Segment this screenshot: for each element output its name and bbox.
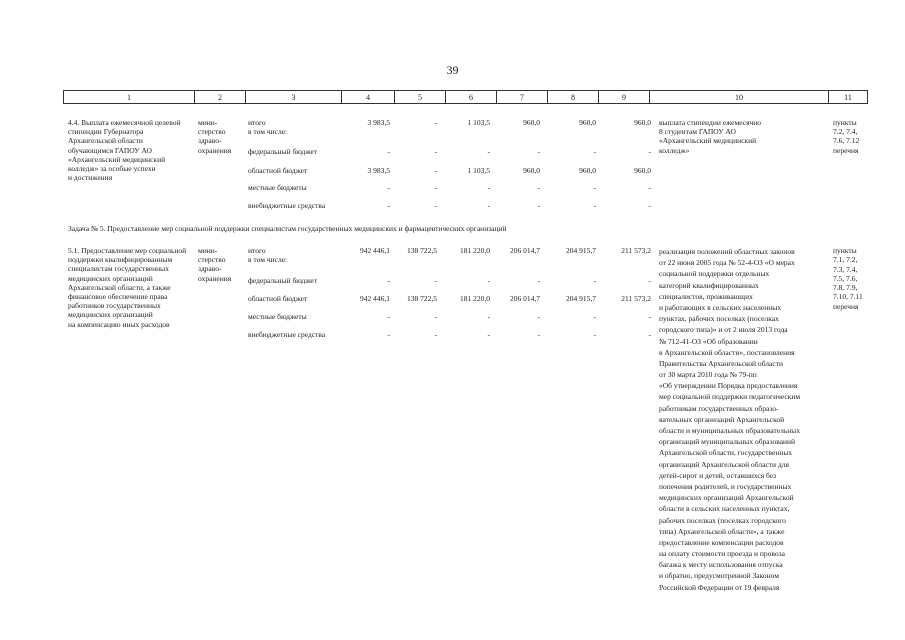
header-col-3: 3	[246, 91, 342, 104]
value-cell: -	[387, 147, 390, 156]
value-cell: 942 446,1	[360, 246, 390, 255]
measure-5-1-points: пункты 7.1, 7.2, 7.3, 7.4, 7.5, 7.6, 7.8, 7.9, 7.10, 7.11 перечня	[833, 246, 863, 311]
measure-4-4-result: выплата стипендии ежемесячно 8 студентам ГАПОУ АО «Архангельский медицинский колледж»	[659, 118, 762, 155]
measure-5-1-result: реализация положений областных законов от 22 июня 2005 года № 52-4-ОЗ «О мерах социальной поддержки отдельных категорий квалифицированных специалистов, проживающих и работающих в сельских населенных пунктах, рабочих поселках (поселках городского типа)» и от 2 июля 2013 года № 712-41-ОЗ «Об образовании в Архангельской области», постановления Правительства Архангельской области от 30 марта 2010 года № 79-пп «Об утверждении Порядка предоставления мер социальной поддержки педагогическим работникам государственных образо- вательных организаций Архангельской области и муниципальных образовательных организаций муниципальных образований Архангельской области, государственных организаций Архангельской области для детей-сирот и детей, оставшихся без попечения родителей, и государственных медицинских организаций Архангельской области в сельских населенных пунктах, рабочих поселках (поселках городского типа) Архангельской области», а также предоставление компенсации расходов на оплату стоимости проезда и провоза багажа к месту использования отпуска и обратно, предусмотренной Законом Российской Федерации от 19 февраля	[659, 247, 801, 592]
value-cell: 206 014,7	[510, 294, 540, 303]
value-cell: -	[648, 147, 651, 156]
value-cell: 960,0	[523, 118, 540, 127]
value-cell: -	[648, 312, 651, 321]
measure-5-1-title: 5.1. Предоставление мер социальной поддержки квалифицированным специалистам государственных медицинских организаций Архангельской области, а также финансовое обеспечение права работников государственных медицинских организаций на компенсацию иных расходов	[68, 246, 187, 329]
value-cell: -	[434, 330, 437, 339]
value-cell: 206 014,7	[510, 246, 540, 255]
header-col-5: 5	[395, 91, 446, 104]
value-cell: -	[434, 201, 437, 210]
value-cell: 181 220,0	[460, 246, 490, 255]
budget-label-regional: областной бюджет	[248, 166, 308, 175]
header-col-10: 10	[650, 91, 829, 104]
value-cell: -	[593, 330, 596, 339]
value-cell: -	[387, 183, 390, 192]
value-cell: -	[387, 201, 390, 210]
value-cell: -	[434, 166, 437, 175]
value-cell: -	[648, 183, 651, 192]
header-col-2: 2	[195, 91, 246, 104]
header-col-8: 8	[548, 91, 599, 104]
measure-4-4-title: 4.4. Выплата ежемесячной целевой стипендии Губернатора Архангельской области обучающимся ГАПОУ АО «Архангельский медицинский колледж» за особые успехи и достижения	[68, 118, 181, 183]
budget-label-federal: федеральный бюджет	[248, 147, 318, 156]
header-col-6: 6	[446, 91, 497, 104]
measure-5-1-executor: мини- стерство здраво- охранения	[198, 246, 232, 283]
value-cell: -	[487, 147, 490, 156]
budget-label-federal: федеральный бюджет	[248, 276, 318, 285]
task-5-heading: Задача № 5. Предоставление мер социальной поддержки специалистам государственных медицинских и фармацевтических организаций	[68, 224, 507, 233]
value-cell: -	[537, 312, 540, 321]
budget-label-local: местные бюджеты	[248, 312, 307, 321]
value-cell: -	[487, 183, 490, 192]
value-cell: 204 915,7	[566, 294, 596, 303]
value-cell: 1 103,5	[467, 118, 490, 127]
value-cell: -	[537, 330, 540, 339]
value-cell: 211 573,2	[621, 246, 651, 255]
value-cell: -	[648, 201, 651, 210]
value-cell: -	[537, 183, 540, 192]
value-cell: -	[593, 147, 596, 156]
value-cell: -	[593, 183, 596, 192]
value-cell: -	[537, 147, 540, 156]
header-col-9: 9	[599, 91, 650, 104]
page-number: 39	[446, 63, 459, 77]
value-cell: 204 915,7	[566, 246, 596, 255]
value-cell: -	[487, 330, 490, 339]
header-col-4: 4	[342, 91, 395, 104]
header-col-7: 7	[497, 91, 548, 104]
measure-4-4-points: пункты 7.2, 7.4, 7.6, 7.12 перечня	[833, 118, 860, 155]
measure-4-4-executor: мини- стерство здраво- охранения	[198, 118, 232, 155]
value-cell: -	[487, 312, 490, 321]
value-cell: 960,0	[579, 118, 596, 127]
value-cell: 942 446,1	[360, 294, 390, 303]
value-cell: -	[387, 312, 390, 321]
header-col-1: 1	[64, 91, 195, 104]
header-col-11: 11	[829, 91, 868, 104]
column-header-row	[63, 90, 868, 104]
value-cell: -	[487, 201, 490, 210]
value-cell: -	[593, 201, 596, 210]
value-cell: -	[387, 330, 390, 339]
value-cell: 138 722,5	[407, 294, 437, 303]
value-cell: -	[648, 330, 651, 339]
value-cell: 960,0	[634, 118, 651, 127]
value-cell: -	[537, 276, 540, 285]
value-cell: 960,0	[634, 166, 651, 175]
value-cell: 181 220,0	[460, 294, 490, 303]
value-cell: -	[593, 312, 596, 321]
value-cell: -	[434, 147, 437, 156]
value-cell: -	[434, 312, 437, 321]
value-cell: -	[537, 201, 540, 210]
budget-label-extrabudget: внебюджетные средства	[248, 201, 326, 210]
value-cell: -	[434, 183, 437, 192]
value-cell: -	[593, 276, 596, 285]
budget-label-total: итого в том числе:	[248, 246, 288, 265]
value-cell: -	[434, 276, 437, 285]
value-cell: -	[387, 276, 390, 285]
value-cell: 138 722,5	[407, 246, 437, 255]
value-cell: 3 983,5	[367, 118, 390, 127]
budget-label-total: итого в том числе:	[248, 118, 288, 137]
value-cell: -	[648, 276, 651, 285]
value-cell: 211 573,2	[621, 294, 651, 303]
value-cell: 960,0	[523, 166, 540, 175]
value-cell: 960,0	[579, 166, 596, 175]
value-cell: 3 983,5	[367, 166, 390, 175]
budget-label-local: местные бюджеты	[248, 183, 307, 192]
value-cell: -	[487, 276, 490, 285]
budget-label-regional: областной бюджет	[248, 294, 308, 303]
value-cell: 1 103,5	[467, 166, 490, 175]
value-cell: -	[434, 118, 437, 127]
budget-label-extrabudget: внебюджетные средства	[248, 330, 326, 339]
